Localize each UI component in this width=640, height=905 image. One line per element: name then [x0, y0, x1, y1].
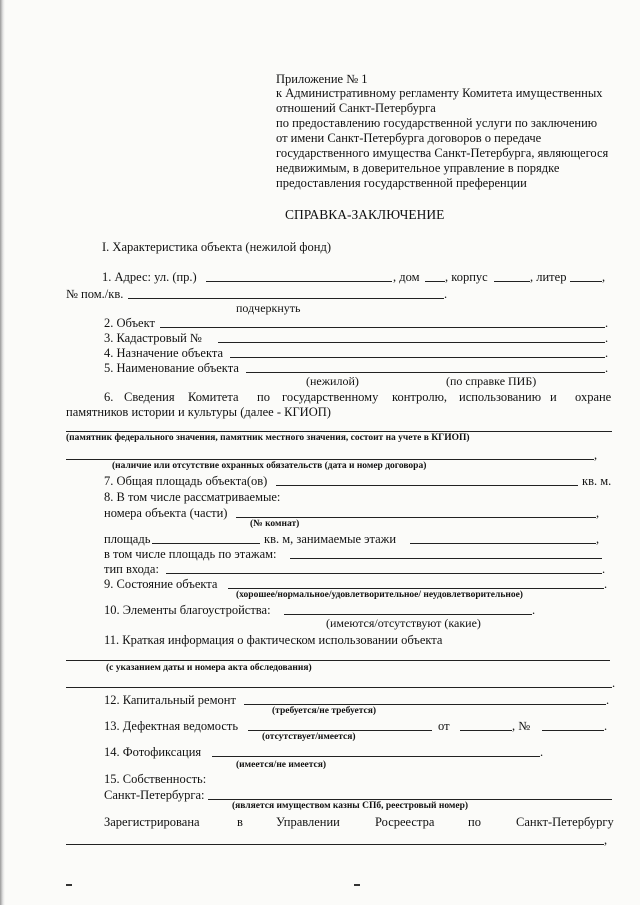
kgiop-word: контролю,	[392, 390, 448, 404]
ownership-note: (является имуществом казны СПб, реестровый номер)	[232, 801, 469, 811]
floor-area-field[interactable]	[290, 558, 602, 559]
appendix-line: от имени Санкт-Петербурга договоров о передаче	[276, 131, 542, 145]
room-label: № пом./кв.	[66, 287, 124, 301]
appendix-line: к Административному регламенту Комитета имущественных	[276, 86, 603, 100]
registered-word: Росреестра	[375, 815, 435, 829]
cadastral-field[interactable]	[218, 342, 605, 343]
kgiop-status-note: (памятник федерального значения, памятник местного значения, состоит на учете в КГИОП)	[66, 433, 470, 443]
entry-type-end: .	[602, 562, 606, 576]
usage-end: .	[612, 676, 616, 690]
defect-date-field[interactable]	[460, 730, 512, 731]
defect-no-label: , №	[512, 719, 531, 733]
object-label: 2. Объект	[104, 316, 155, 330]
registration-field[interactable]	[66, 844, 604, 845]
kgiop-word: Сведения	[124, 390, 175, 404]
usage-field[interactable]	[66, 660, 610, 661]
registered-word: Санкт-Петербургу	[516, 815, 614, 829]
repair-field[interactable]	[244, 704, 606, 705]
room-end: .	[444, 287, 448, 301]
protection-note: (наличие или отсутствие охранных обязательств (дата и номер договора)	[112, 461, 427, 471]
improvement-label: 10. Элементы благоустройства:	[104, 603, 271, 617]
improvement-note: (имеются/отсутствуют (какие)	[326, 616, 481, 630]
condition-end: .	[604, 577, 608, 591]
rooms-note: (№ комнат)	[250, 519, 300, 529]
liter-label: , литер	[530, 270, 567, 284]
floor-area-label: в том числе площадь по этажам:	[104, 547, 277, 561]
area-field[interactable]	[152, 543, 260, 544]
defect-from-label: от	[438, 719, 450, 733]
registered-word: по	[468, 815, 481, 829]
repair-end: .	[606, 693, 610, 707]
street-field[interactable]	[206, 281, 392, 282]
kgiop-word: использованию	[459, 390, 542, 404]
area-label: площадь	[104, 532, 151, 546]
object-end: .	[605, 316, 609, 330]
usage-label: 11. Краткая информация о фактическом использовании объекта	[104, 633, 443, 647]
liter-field[interactable]	[570, 281, 602, 282]
floors-occupied-label: кв. м, занимаемые этажи	[264, 532, 397, 546]
address-label: 1. Адрес: ул. (пр.)	[102, 270, 197, 284]
name-end: .	[605, 361, 609, 375]
condition-note: (хорошее/нормальное/удовлетворительное/ неудовлетворительное)	[236, 590, 523, 600]
entry-type-field[interactable]	[166, 573, 602, 574]
defect-end: .	[604, 719, 608, 733]
kgiop-word: по	[257, 390, 270, 404]
address-end: ,	[602, 270, 606, 284]
ownership-label: 15. Собственность:	[104, 772, 207, 786]
photo-end: .	[540, 745, 544, 759]
numbers-end: ,	[596, 506, 600, 520]
house-label: , дом	[393, 270, 420, 284]
cadastral-label: 3. Кадастровый №	[104, 331, 202, 345]
defect-label: 13. Дефектная ведомость	[104, 719, 239, 733]
registered-word: в	[237, 815, 243, 829]
improvement-end: .	[532, 603, 536, 617]
document-title: СПРАВКА-ЗАКЛЮЧЕНИЕ	[285, 207, 445, 222]
name-note-pib: (по справке ПИБ)	[446, 374, 537, 388]
defect-number-field[interactable]	[542, 730, 604, 731]
building-label: , корпус	[445, 270, 488, 284]
scan-mark	[354, 884, 360, 886]
cadastral-end: .	[605, 331, 609, 345]
floors-occupied-field[interactable]	[410, 543, 596, 544]
floors-occupied-end: ,	[596, 532, 600, 546]
scan-edge	[0, 0, 5, 905]
kgiop-word: и	[550, 390, 557, 404]
condition-label: 9. Состояние объекта	[104, 577, 218, 591]
kgiop-line2: памятников истории и культуры (далее - КГИОП)	[66, 405, 331, 419]
usage-note: (с указанием даты и номера акта обследования)	[106, 663, 312, 673]
defect-field[interactable]	[248, 730, 432, 731]
building-field[interactable]	[494, 281, 530, 282]
registration-end: ,	[604, 833, 608, 847]
appendix-line: отношений Санкт-Петербурга	[276, 101, 436, 115]
protection-end: ,	[594, 448, 598, 462]
numbers-label: номера объекта (части)	[104, 506, 228, 520]
kgiop-word: Комитета	[188, 390, 239, 404]
kgiop-word: охране	[575, 390, 612, 404]
kgiop-word: 6.	[104, 390, 114, 404]
photo-field[interactable]	[212, 756, 540, 757]
defect-note: (отсутствует/имеется)	[262, 732, 356, 742]
kgiop-status-field[interactable]	[66, 431, 612, 432]
registered-word: Зарегистрирована	[104, 815, 200, 829]
numbers-field[interactable]	[236, 517, 596, 518]
name-label: 5. Наименование объекта	[104, 361, 239, 375]
total-area-label: 7. Общая площадь объекта(ов)	[104, 474, 268, 488]
room-field[interactable]	[128, 298, 444, 299]
purpose-label: 4. Назначение объекта	[104, 346, 224, 360]
improvement-field[interactable]	[284, 614, 532, 615]
house-field[interactable]	[425, 281, 445, 282]
usage-field-2[interactable]	[66, 687, 612, 688]
appendix-title: Приложение № 1	[276, 72, 368, 86]
repair-note: (требуется/не требуется)	[272, 706, 376, 716]
name-note-nonresidential: (нежилой)	[306, 374, 359, 388]
spb-field[interactable]	[208, 799, 612, 800]
appendix-line: государственного имущества Санкт-Петербурга, являющегося	[276, 146, 609, 160]
appendix-line: по предоставлению государственной услуги по заключению	[276, 116, 598, 130]
object-field[interactable]	[160, 327, 605, 328]
condition-field[interactable]	[228, 588, 604, 589]
entry-type-label: тип входа:	[104, 562, 159, 576]
total-area-field[interactable]	[276, 485, 578, 486]
underline-note: подчеркнуть	[236, 301, 301, 315]
registered-word: Управлении	[276, 815, 340, 829]
purpose-field[interactable]	[230, 357, 605, 358]
photo-note: (имеется/не имеется)	[236, 760, 327, 770]
kgiop-word: государственному	[282, 390, 379, 404]
scan-mark	[66, 884, 72, 886]
spb-label: Санкт-Петербурга:	[104, 788, 205, 802]
appendix-line: недвижимым, в доверительное управление в порядке	[276, 161, 560, 175]
appendix-line: предоставления государственной преференции	[276, 176, 527, 190]
purpose-end: .	[605, 346, 609, 360]
protection-field[interactable]	[66, 459, 594, 460]
total-area-unit: кв. м.	[582, 474, 612, 488]
repair-label: 12. Капитальный ремонт	[104, 693, 236, 707]
considered-label: 8. В том числе рассматриваемые:	[104, 490, 281, 504]
photo-label: 14. Фотофиксация	[104, 745, 202, 759]
name-field[interactable]	[246, 372, 605, 373]
section-heading: I. Характеристика объекта (нежилой фонд)	[102, 240, 331, 254]
